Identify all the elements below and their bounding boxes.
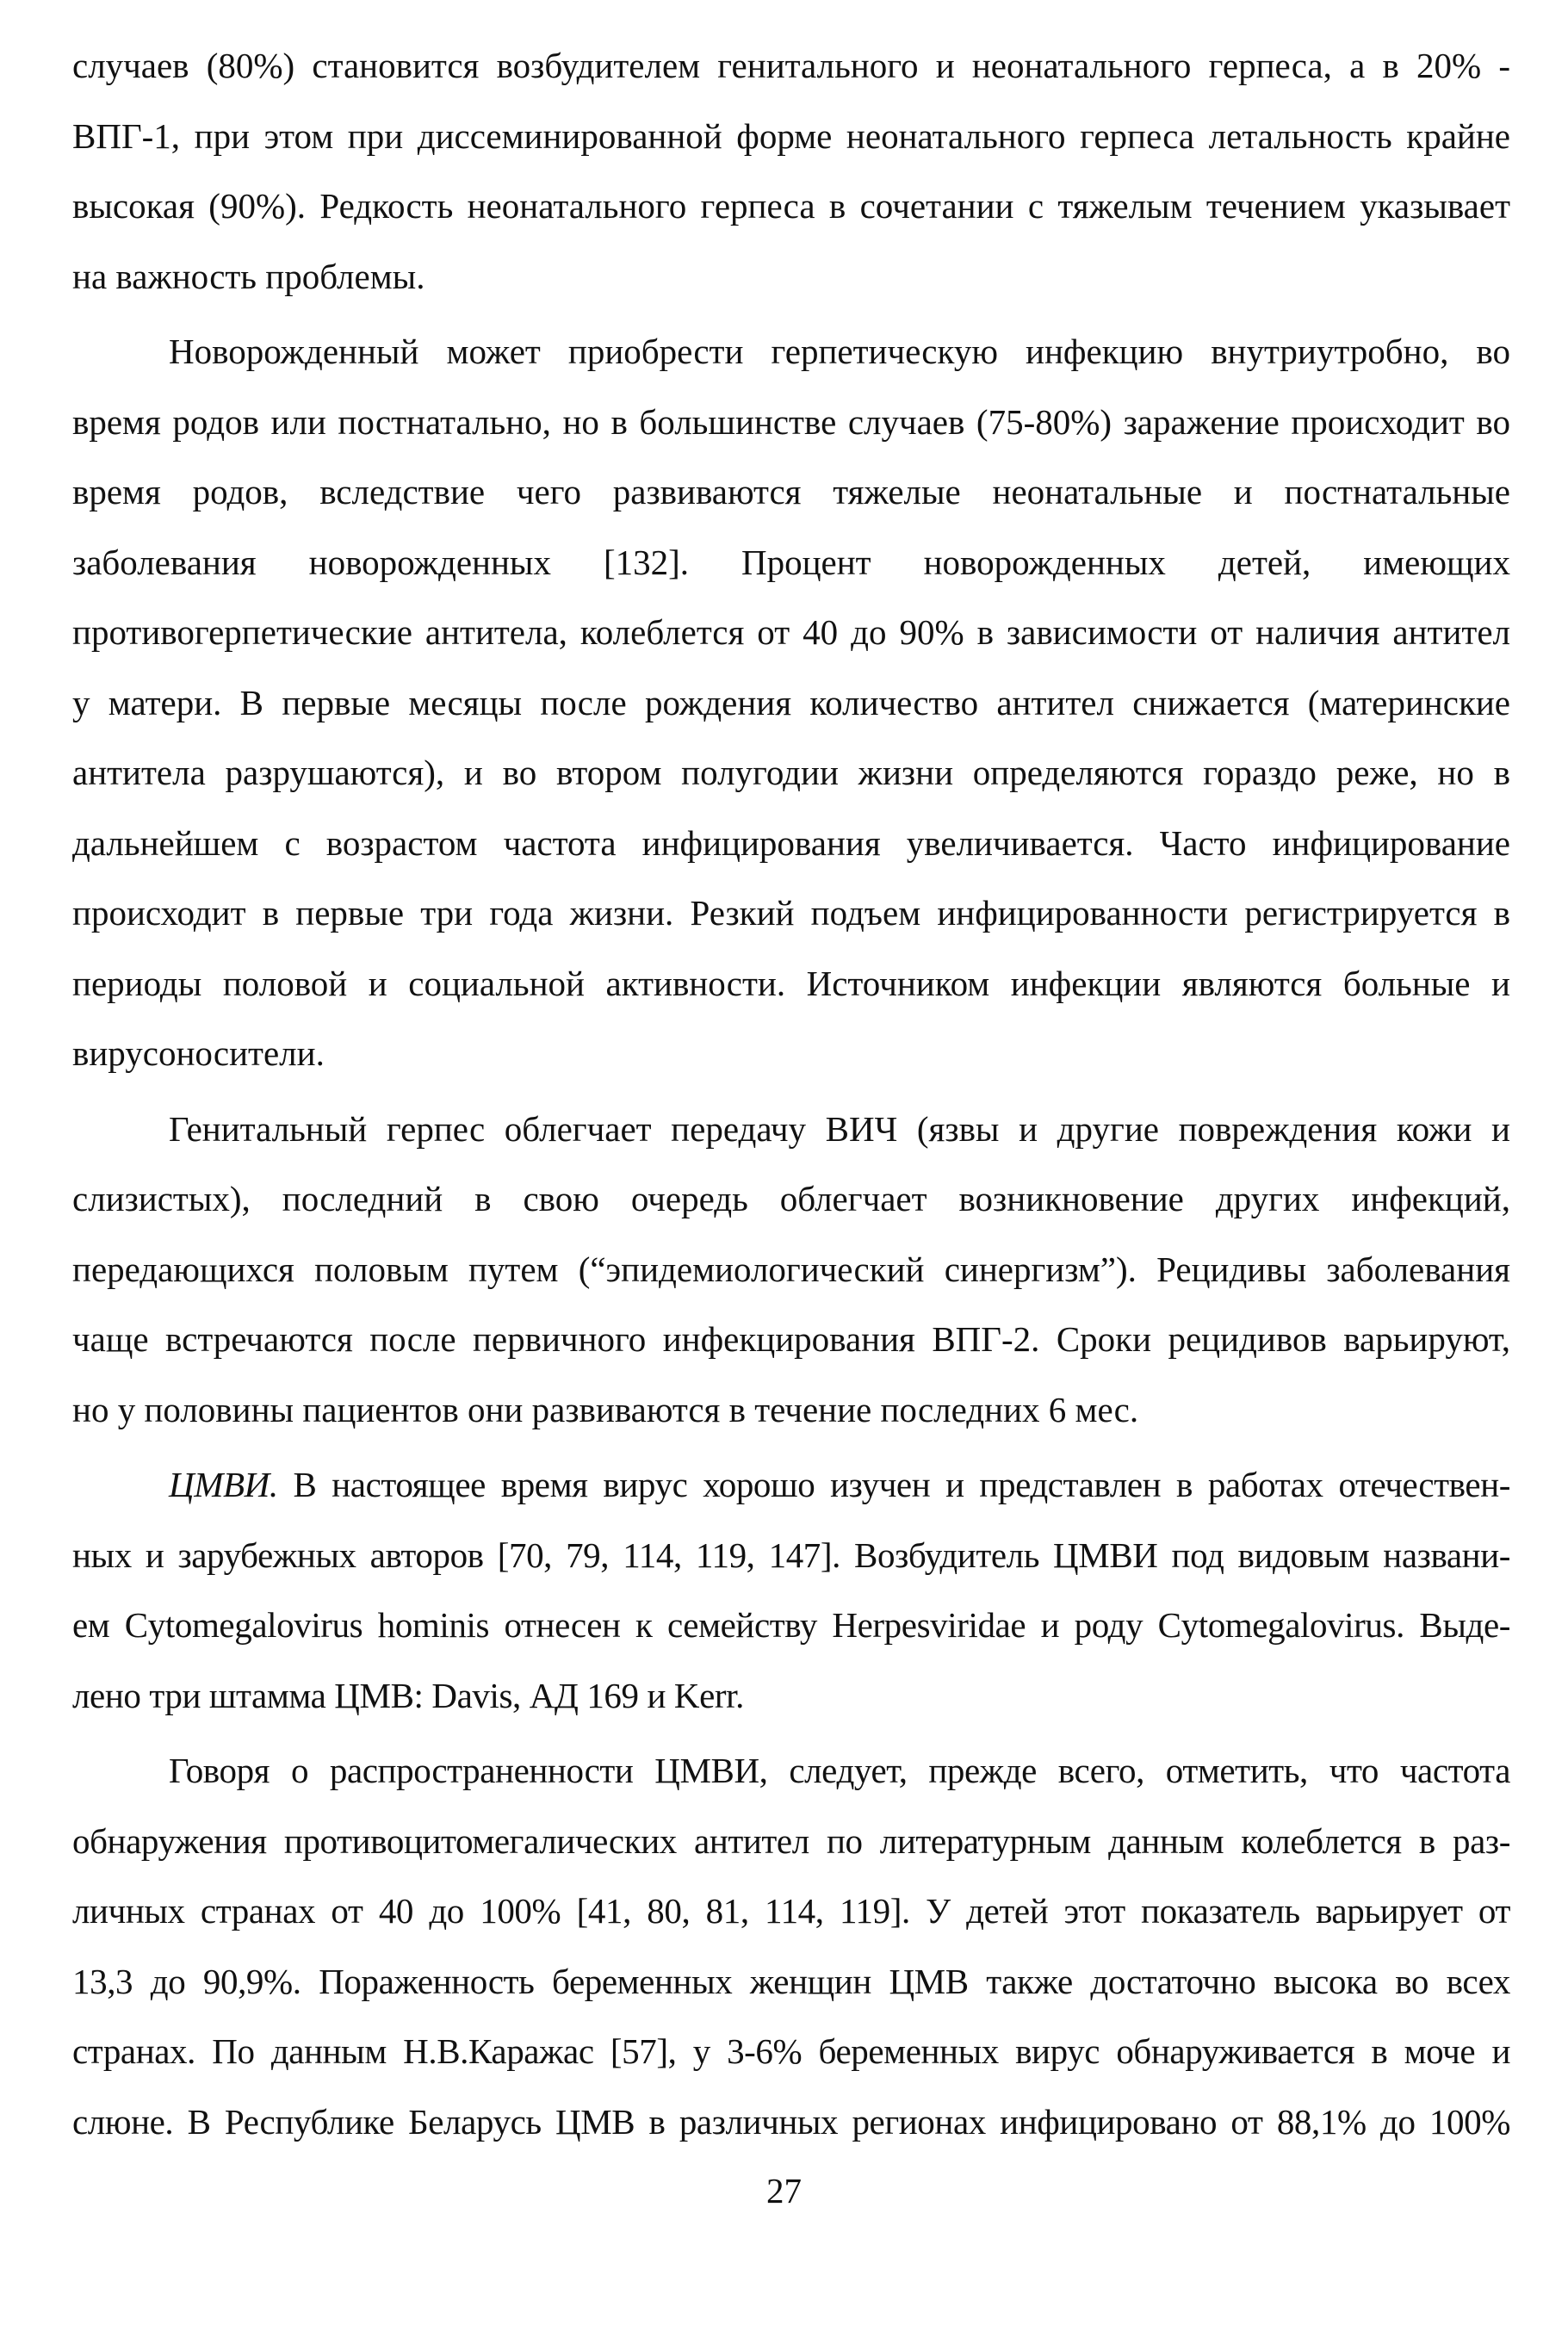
text-line: слюне. В Республике Беларусь ЦМВ в различных регионах инфицировано от 88,1% до 100% xyxy=(72,2101,1510,2142)
section-term: ЦМВИ. xyxy=(169,1465,278,1504)
text-line: чаще встречаются после первичного инфекцирования ВПГ-2. Сроки рецидивов варьируют, xyxy=(72,1319,1510,1359)
text-line: личных странах от 40 до 100% [41, 80, 81, 114, 119]. У детей этот показатель варьирует от xyxy=(72,1891,1510,1931)
page-number: 27 xyxy=(766,2171,802,2210)
text-line xyxy=(72,1450,1510,1521)
text-line: антитела разрушаются), и во втором полугодии жизни определяются гораздо реже, но в xyxy=(72,753,1510,792)
text-line: время родов, вследствие чего развиваются тяжелые неонатальные и постнатальные xyxy=(72,472,1510,512)
text-line: дальнейшем с возрастом частота инфицирования увеличивается. Часто инфицирование xyxy=(72,822,1510,863)
text-line: у матери. В первые месяцы после рождения количество антител снижается (материнские xyxy=(72,682,1510,722)
text-line: на важность проблемы. xyxy=(72,256,425,296)
text-line: время родов или постнатально, но в большинстве случаев (75-80%) заражение происходит во xyxy=(72,401,1510,442)
paragraph-3 xyxy=(72,1094,1510,1446)
text-line: ем Cytomegalovirus hominis отнесен к семейству Herpesviridae и роду Cytomegalovirus. Выде- xyxy=(72,1605,1510,1645)
text-line: но у половины пациентов они развиваются в течение последних 6 мес. xyxy=(72,1389,1139,1429)
text-line: периоды половой и социальной активности. Источником инфекции являются больные и xyxy=(72,963,1510,1003)
text-line: 13,3 до 90,9%. Пораженность беременных женщин ЦМВ также достаточно высока во всех xyxy=(72,1961,1510,2001)
text-line: происходит в первые три года жизни. Резкий подъем инфицированности регистрируется в xyxy=(72,893,1510,933)
text-line: высокая (90%). Редкость неонатального герпеса в сочетании с тяжелым течением указывает xyxy=(72,186,1510,226)
text-line: передающихся половым путем (“эпидемиологический синергизм”). Рецидивы заболевания xyxy=(72,1249,1510,1289)
text-line: Новорожденный может приобрести герпетическую инфекцию внутриутробно, во xyxy=(169,332,1510,371)
text-line: слизистых), последний в свою очередь облегчает возникновение других инфекций, xyxy=(72,1179,1510,1218)
paragraph-5 xyxy=(72,1736,1510,2157)
text-line: ных и зарубежных авторов [70, 79, 114, 119, 147]. Возбудитель ЦМВИ под видовым названи- xyxy=(72,1534,1510,1575)
paragraph-2 xyxy=(72,317,1510,1089)
text-line: лено три штамма ЦМВ: Davis, АД 169 и Kerr. xyxy=(72,1675,744,1715)
document-page xyxy=(72,31,1510,2157)
text-line: случаев (80%) становится возбудителем генитального и неонатального герпеса, а в 20% - xyxy=(72,46,1510,85)
paragraph-4 xyxy=(72,1450,1510,1731)
text-line: заболевания новорожденных [132]. Процент новорожденных детей, имеющих xyxy=(72,542,1510,582)
text-fragment: В настоящее время вирус хорошо изучен и представлен в работах отечествен- xyxy=(277,1465,1510,1504)
text-line: противогерпетические антитела, колеблется от 40 до 90% в зависимости от наличия антител xyxy=(72,612,1510,652)
paragraph-1 xyxy=(72,31,1510,312)
text-line: странах. По данным Н.В.Каражас [57], у 3-6% беременных вирус обнаруживается в моче и xyxy=(72,2031,1510,2071)
text-line: Генитальный герпес облегчает передачу ВИЧ (язвы и другие повреждения кожи и xyxy=(169,1108,1510,1149)
text-line: ВПГ-1, при этом при диссеминированной форме неонатального герпеса летальность крайне xyxy=(72,115,1510,156)
text-line: вирусоносители. xyxy=(72,1033,325,1073)
text-line: обнаружения противоцитомегалических антител по литературным данным колеблется в раз- xyxy=(72,1820,1510,1861)
text-line: Говоря о распространенности ЦМВИ, следует, прежде всего, отметить, что частота xyxy=(169,1751,1510,1790)
